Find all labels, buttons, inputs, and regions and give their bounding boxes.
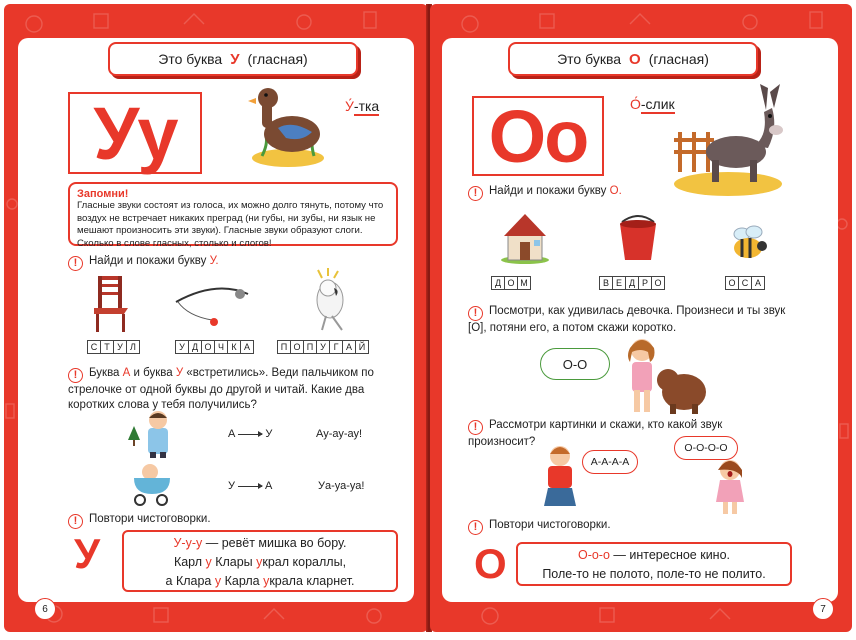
letter-cell: У: [113, 340, 127, 354]
tongue-twister-right: О-о-о — интересное кино. Поле-то не полото, поле-то не полито.: [516, 542, 792, 586]
letter-cell: Д: [625, 276, 639, 290]
word-cells-popugai: [278, 340, 369, 354]
letter-cell: С: [87, 340, 101, 354]
letter-cell: М: [517, 276, 531, 290]
page-number-right: 7: [812, 598, 834, 620]
word-cells-dom: [492, 276, 531, 290]
letter-cell: А: [240, 340, 254, 354]
book-spread: [4, 4, 852, 636]
word-cells-stul: [88, 340, 140, 354]
letter-cell: В: [599, 276, 613, 290]
exclamation-icon: !: [468, 186, 483, 201]
arrow-u-to-a: У А: [228, 480, 273, 492]
right-page-title: Это буква О (гласная): [508, 42, 758, 76]
speech-bubble-oo: О-О: [540, 348, 610, 380]
task-tongue-twister-left: ! Повтори чистоговорки.: [68, 512, 211, 529]
house-icon: [500, 210, 550, 264]
letter-cell: О: [651, 276, 665, 290]
bee-icon: [726, 226, 772, 264]
letter-cell: У: [316, 340, 330, 354]
letter-cell: О: [201, 340, 215, 354]
letter-cell: Т: [100, 340, 114, 354]
word-au: Ау-ау-ау!: [316, 428, 363, 440]
task-tongue-twister-right: ! Повтори чистоговорки.: [468, 518, 611, 535]
tongue-letter-o: О: [474, 540, 507, 587]
left-page-title: Это буква У (гласная): [108, 42, 358, 76]
duck-icon: [248, 84, 328, 168]
task-find-letter-o: ! Найди и покажи букву О.: [468, 184, 622, 201]
letter-cell: О: [725, 276, 739, 290]
letter-cell: К: [227, 340, 241, 354]
task-letters-met: ! Буква А и буква У «встретились». Веди пальчиком по стрелочке от одной буквы до другой и читай. Какие два коротких слова у тебя получились?: [68, 367, 374, 411]
arrow-icon: [238, 434, 262, 435]
letter-cell: А: [751, 276, 765, 290]
exclamation-icon: !: [468, 520, 483, 535]
arrow-a-to-u: А У: [228, 428, 273, 440]
syllable-word-oslik: О́-слик: [630, 96, 675, 112]
word-cells-udochka: [176, 340, 254, 354]
letter-cell: Л: [126, 340, 140, 354]
big-letter-u: Уу: [68, 92, 202, 174]
surprised-girl-icon: [712, 458, 748, 514]
chair-icon: [90, 274, 134, 334]
word-cells-osa: [726, 276, 765, 290]
crying-boy-icon: [540, 444, 580, 510]
tongue-letter-u: У: [74, 530, 101, 577]
speech-bubble-oooo: О-О-О-О: [674, 436, 738, 460]
remember-note: Запомни! Гласные звуки состоят из голоса, их можно долго тянуть, потому что воздух не встречает никаких преград (ни губы, ни зубы, ни язык не мешают произносить эти звуки). Гласные звуки образуют слоги. Сколько в слове гласных, столько и слогов!: [68, 182, 398, 246]
big-letter-o: Оо: [472, 96, 604, 176]
letter-cell: О: [504, 276, 518, 290]
letter-cell: Г: [329, 340, 343, 354]
syllable-word-utka: У́-тка: [345, 98, 380, 114]
task-find-letter-u: ! Найди и покажи букву У.: [68, 254, 219, 271]
letter-cell: О: [290, 340, 304, 354]
letter-cell: Ч: [214, 340, 228, 354]
boy-icon: [122, 406, 182, 458]
exclamation-icon: !: [468, 420, 483, 435]
exclamation-icon: !: [68, 368, 83, 383]
letter-cell: Д: [491, 276, 505, 290]
page-number-left: 6: [34, 598, 56, 620]
letter-cell: Д: [188, 340, 202, 354]
exclamation-icon: !: [68, 514, 83, 529]
letter-cell: П: [303, 340, 317, 354]
speech-bubble-aaaa: А-А-А-А: [582, 450, 638, 474]
task-who-says: ! Рассмотри картинки и скажи, кто какой звук произносит?: [468, 419, 723, 448]
girl-dog-icon: [624, 336, 710, 416]
parrot-icon: [308, 270, 356, 332]
letter-cell: Й: [355, 340, 369, 354]
letter-cell: С: [738, 276, 752, 290]
exclamation-icon: !: [68, 256, 83, 271]
donkey-icon: [670, 80, 788, 198]
arrow-icon: [238, 486, 262, 487]
letter-cell: Р: [638, 276, 652, 290]
bucket-icon: [616, 212, 660, 264]
letter-cell: П: [277, 340, 291, 354]
tongue-twister-left: У-у-у — ревёт мишка во бору. Карл у Клары украл кораллы, а Клара у Карла украла кларнет.: [122, 530, 398, 592]
word-ua: Уа-уа-уа!: [318, 480, 365, 492]
letter-cell: А: [342, 340, 356, 354]
letter-cell: Е: [612, 276, 626, 290]
letter-cell: У: [175, 340, 189, 354]
fishing-rod-icon: [174, 282, 254, 332]
word-cells-vedro: [600, 276, 665, 290]
exclamation-icon: !: [468, 306, 483, 321]
baby-carriage-icon: [128, 462, 178, 508]
task-say-o: ! Посмотри, как удивилась девочка. Произнеси и ты звук [О], потяни его, а потом скажи коротко.: [468, 305, 786, 334]
